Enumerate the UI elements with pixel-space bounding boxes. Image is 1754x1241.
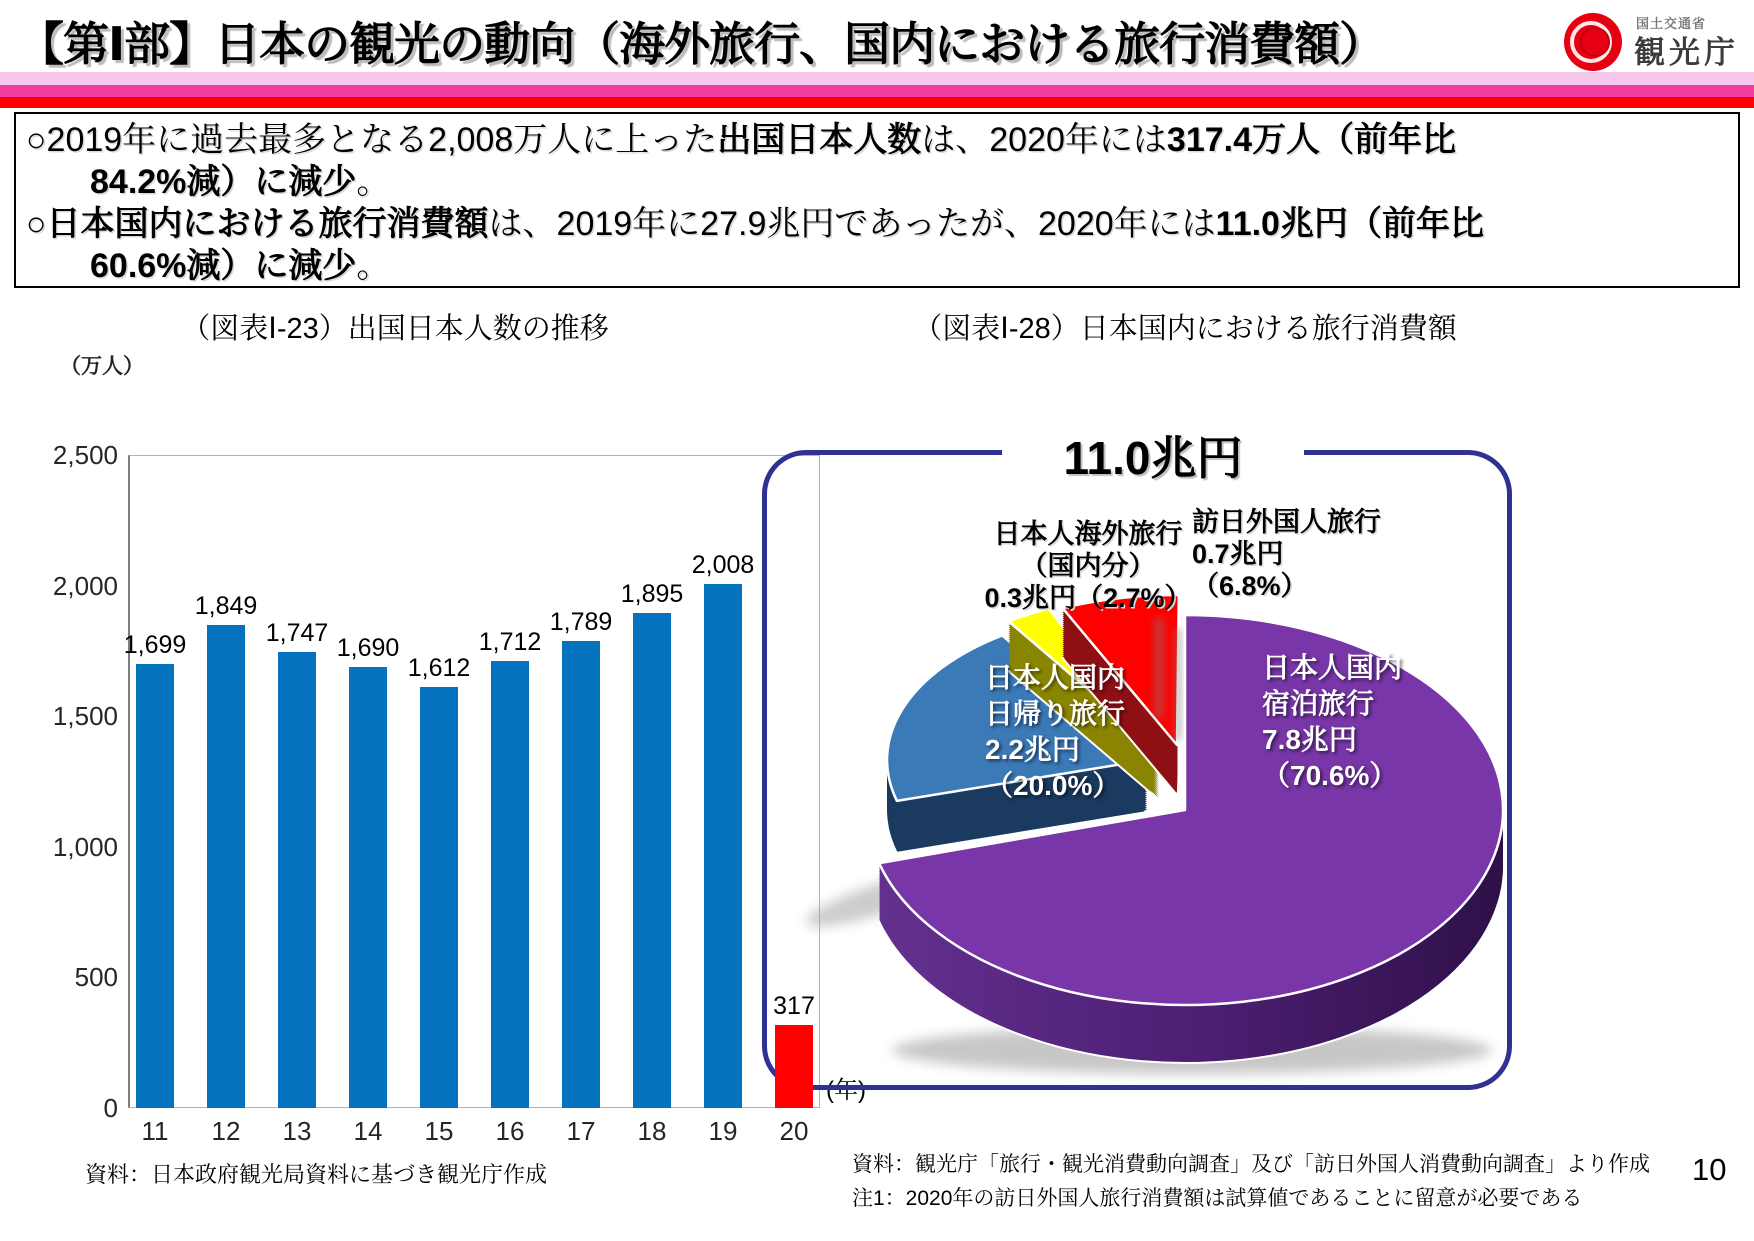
x-axis-tick-label: 14 [353,1116,383,1146]
summary-text: ○ [26,205,47,243]
pie-label-line: 2.2兆円 [985,734,1080,765]
bar-value-label: 1,690 [336,633,400,662]
y-axis-tick-label: 2,000 [52,570,118,601]
pie-label-line: （70.6%） [1262,760,1398,791]
x-axis-tick-label: 12 [211,1116,241,1146]
x-axis-tick-label: 18 [637,1116,667,1146]
header-stripe-pink [0,85,1754,97]
bar-value-label: 1,699 [123,631,187,660]
bar-value-label: 1,789 [549,607,613,636]
summary-text-bold: 317.4万人（前年比 [1166,121,1456,159]
pie-slice-label [968,518,1208,614]
x-axis-tick-label: 11 [141,1116,169,1146]
x-axis-tick-label: 20 [779,1116,809,1146]
y-axis-tick-label: 0 [103,1093,118,1123]
summary-text: 。 [356,247,391,285]
summary-text: は、2019年に27.9兆円であったが、2020年には [488,205,1216,243]
bar-value-label: 2,008 [691,550,755,579]
bar-value-label: 1,747 [265,618,329,647]
pie-slice-label [985,660,1215,804]
bar-chart-title: （図表Ⅰ-23）出国日本人数の推移 [181,313,609,345]
summary-text-bold: 日本国内における旅行消費額 [46,205,489,243]
pie-label-line: 0.3兆円（2.7%） [984,583,1192,613]
bar [278,652,316,1108]
y-axis-tick-label: 1,000 [52,831,118,862]
x-axis-tick-label: 17 [566,1116,596,1146]
y-axis-tick-label: 1,500 [52,701,118,732]
summary-text-bold: 出国日本人数 [717,121,922,159]
bar [704,584,742,1108]
header-stripe-lightpink [0,72,1754,85]
bar-value-label: 1,895 [620,580,684,609]
bar-value-label: 1,849 [194,592,258,621]
summary-text: ○2019年に過去最多となる2,008万人に上った [26,121,718,159]
page-number: 10 [1692,1152,1727,1187]
summary-text-bold: 60.6%減）に減少 [90,247,357,285]
x-axis-tick-label: 15 [424,1116,454,1146]
pie-label-line: 日帰り旅行 [985,698,1126,729]
bar-value-label: 1,612 [407,653,471,682]
page-title: 【第Ⅰ部】日本の観光の動向（海外旅行、国内における旅行消費額） [18,18,1385,70]
pie-label-line: 宿泊旅行 [1262,688,1375,719]
bar [207,625,245,1108]
bar [562,641,600,1108]
pie-chart-note: 注1：2020年の訪日外国人旅行消費額は試算値であることに留意が必要である [852,1187,1583,1210]
pie-label-line: （国内分） [1020,551,1156,581]
x-axis-unit-label: (年) [826,1077,866,1104]
pie-label-line: 0.7兆円 [1192,539,1284,569]
pie-chart-source: 資料：観光庁「旅行・観光消費動向調査」及び「訪日外国人消費動向調査」より作成 [852,1153,1650,1176]
bar [633,613,671,1108]
pie-label-line: （20.0%） [985,770,1121,801]
y-axis-tick-label: 2,500 [52,440,118,470]
pie-label-line: 日本人国内 [1262,652,1403,683]
bar [136,664,174,1108]
summary-text-bold: 84.2%減）に減少 [90,163,357,201]
pie-label-line: 訪日外国人旅行 [1192,507,1381,537]
pie-label-line: 7.8兆円 [1262,724,1357,755]
bar [420,687,458,1108]
bar-value-label: 1,712 [478,627,542,656]
bar [349,667,387,1108]
pie-label-line: 日本人国内 [985,662,1126,693]
bar [491,661,529,1108]
bar-value-label: 317 [773,992,815,1021]
header-stripe-red [0,97,1754,108]
bar [775,1025,813,1108]
pie-label-line: （6.8%） [1192,571,1308,601]
summary-line [26,161,1728,203]
y-axis-unit-label: （万人） [60,355,144,378]
pie-chart-title: （図表Ⅰ-28）日本国内における旅行消費額 [913,313,1457,345]
summary-line [26,119,1728,161]
summary-text: 。 [356,163,391,201]
pie-label-line: 日本人海外旅行 [993,519,1183,549]
summary-line [26,203,1728,245]
jta-logo-icon [1562,11,1624,73]
summary-line [26,245,1728,287]
summary-box [14,112,1740,288]
x-axis-tick-label: 16 [495,1116,525,1146]
pie-slice-label [1192,506,1432,602]
pie-total-label: 11.0兆円 [1002,422,1304,488]
logo-ministry-label: 国土交通省 [1636,16,1707,31]
summary-text: は、2020年には [921,121,1167,159]
summary-text-bold: 11.0兆円（前年比 [1215,205,1484,243]
x-axis-tick-label: 19 [708,1116,738,1146]
y-axis-tick-label: 500 [74,962,118,993]
bar-chart-source: 資料：日本政府観光局資料に基づき観光庁作成 [85,1162,548,1187]
x-axis-tick-label: 13 [282,1116,312,1146]
logo-agency-label: 観光庁 [1634,35,1739,70]
pie-slice-label [1262,650,1492,794]
